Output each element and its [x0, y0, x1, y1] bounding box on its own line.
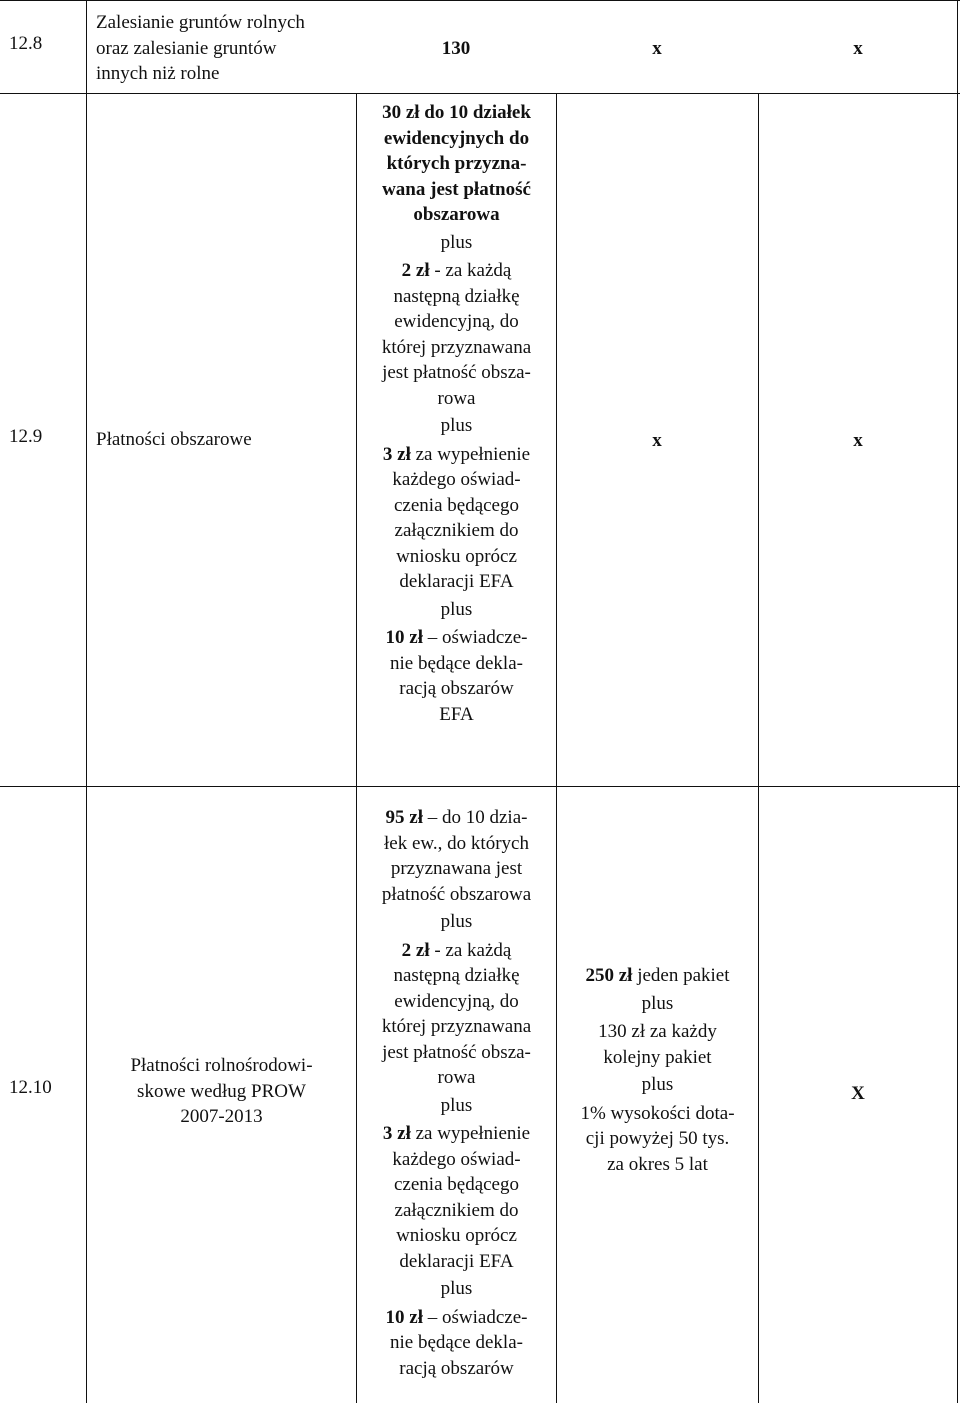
row-number-12-9: 12.9: [9, 426, 43, 447]
fee-text: 130 zł za każdy: [598, 1021, 717, 1042]
row-mark-x: x: [652, 38, 662, 59]
fee-text: czenia będącego: [394, 1174, 519, 1195]
fee-line: [357, 1223, 556, 1249]
fee-line: [557, 1126, 758, 1152]
plus-separator: plus: [440, 231, 473, 253]
row-mark-x: x: [853, 38, 863, 59]
fee-text: 1% wysokości dota-: [580, 1102, 735, 1124]
fee-line: [357, 625, 556, 651]
fee-text: każdego oświad-: [392, 469, 521, 490]
fee-line: [357, 989, 556, 1015]
fee-amount: 2 zł: [401, 260, 430, 281]
fee-text: za wypełnienie: [410, 443, 531, 465]
fee-text: załącznikiem do: [394, 520, 519, 541]
fee-line: [357, 1121, 556, 1147]
plus-separator: plus: [440, 415, 473, 436]
fee-line: [357, 1198, 556, 1224]
fee-line: [357, 126, 556, 152]
fee-line: [557, 1152, 758, 1178]
fee-amount: 2 zł: [401, 939, 430, 961]
fee-line: [357, 386, 556, 412]
col-divider-1: [86, 0, 87, 1403]
fee-line: [557, 1101, 758, 1127]
fee-text: której przyznawana: [381, 336, 532, 358]
fee-description-12-10: [357, 805, 556, 1381]
plus-separator: plus: [440, 1094, 473, 1116]
fee-text: racją obszarów: [399, 1357, 514, 1379]
fee-line: [357, 335, 556, 361]
fee-line: [357, 831, 556, 857]
table-border-top: [0, 0, 960, 1]
plus-separator: plus: [641, 1074, 674, 1095]
fee-amount: których przyzna-: [386, 153, 527, 174]
row-name-line: oraz zalesianie gruntów: [96, 37, 277, 59]
fee-line: [357, 938, 556, 964]
fee-amount: wana jest płatność: [382, 178, 531, 200]
fee-line: [357, 442, 556, 468]
fee-text: płatność obszarowa: [381, 883, 532, 905]
fee-amount: 3 zł: [382, 1123, 411, 1144]
fee-line: [357, 202, 556, 228]
row-mark-x: x: [652, 430, 662, 451]
fee-text: ewidencyjną, do: [394, 990, 519, 1012]
fee-text: jest płatność obsza-: [382, 362, 531, 383]
row-name-12-9: Płatności obszarowe: [96, 429, 252, 450]
row-name-12-10: [87, 1053, 356, 1130]
fee-line: [357, 544, 556, 570]
row-value-130: 130: [441, 38, 471, 59]
fee-text: jest płatność obsza-: [382, 1041, 531, 1063]
fee-line: [357, 1172, 556, 1198]
fee-line: [357, 1330, 556, 1356]
row-name-line: innych niż rolne: [96, 63, 220, 84]
fee-text: przyznawana jest: [390, 858, 523, 879]
fee-line: [357, 676, 556, 702]
fee-amount: ewidencyjnych do: [383, 127, 530, 149]
fee-amount: 250 zł: [585, 965, 633, 986]
row-name-line: Zalesianie gruntów rolnych: [96, 12, 305, 33]
fee-text: nie będące dekla-: [390, 1332, 523, 1353]
fee-line: [357, 1356, 556, 1382]
fee-text: wniosku oprócz: [396, 545, 517, 567]
fee-text: następną działkę: [393, 965, 520, 986]
fee-line: [357, 1305, 556, 1331]
fee-text: - za każdą: [429, 260, 512, 281]
col-divider-3: [556, 93, 557, 1403]
fee-line: [357, 360, 556, 386]
col-divider-4: [758, 93, 759, 1403]
row-mark-x: x: [853, 430, 863, 451]
fee-text: – do 10 dzia-: [422, 807, 528, 828]
fee-line: [357, 151, 556, 177]
row-number-12-8: 12.8: [9, 33, 43, 54]
row-divider-12-9: [0, 786, 960, 787]
fee-line: [557, 963, 758, 989]
fee-text: racją obszarów: [399, 678, 514, 699]
fee-line: [557, 1045, 758, 1071]
fee-amount: 3 zł: [382, 443, 411, 465]
fee-line: [357, 651, 556, 677]
fee-amount: 30 zł do 10 działek: [382, 102, 531, 123]
fee-text: następną działkę: [393, 285, 520, 307]
fee-text: cji powyżej 50 tys.: [585, 1128, 730, 1149]
fee-line: [357, 518, 556, 544]
fee-line: [357, 258, 556, 284]
package-fee-description: [557, 963, 758, 1177]
row-name-line: Płatności rolnośrodowi-: [130, 1055, 313, 1076]
fee-line: [357, 1040, 556, 1066]
fee-line: [357, 963, 556, 989]
fee-text: za okres 5 lat: [607, 1153, 708, 1175]
row-mark-x: X: [851, 1083, 865, 1104]
fee-text: czenia będącego: [394, 494, 519, 516]
fee-text: rowa: [437, 1067, 476, 1088]
fee-text: rowa: [437, 387, 476, 409]
fee-text: kolejny pakiet: [603, 1046, 712, 1068]
fee-text: deklaracji EFA: [399, 571, 514, 592]
plus-separator: plus: [440, 598, 473, 620]
plus-separator: plus: [641, 992, 674, 1014]
row-name-12-8: [96, 10, 305, 87]
fee-line: [557, 1019, 758, 1045]
fee-text: każdego oświad-: [392, 1148, 521, 1170]
fee-description-12-9: [357, 100, 556, 727]
plus-separator: plus: [440, 1278, 473, 1299]
fee-text: – oświadcze-: [423, 1306, 528, 1328]
fee-text: EFA: [439, 703, 474, 725]
plus-separator: plus: [440, 911, 473, 932]
row-number-12-10: 12.10: [9, 1077, 52, 1098]
fee-text: łek ew., do których: [384, 832, 529, 854]
fee-text: której przyznawana: [381, 1016, 532, 1037]
fee-line: [357, 284, 556, 310]
fee-amount: 95 zł: [385, 807, 423, 828]
fee-text: ewidencyjną, do: [394, 311, 519, 332]
fee-line: [357, 1147, 556, 1173]
fee-line: [357, 177, 556, 203]
row-divider-12-8: [0, 93, 960, 94]
fee-text: – oświadcze-: [423, 627, 528, 648]
fee-text: deklaracji EFA: [399, 1250, 514, 1272]
fee-line: [357, 467, 556, 493]
fee-line: [357, 1014, 556, 1040]
table-border-right: [957, 0, 958, 1403]
fee-line: [357, 493, 556, 519]
fee-amount: 10 zł: [385, 627, 423, 648]
fee-text: załącznikiem do: [394, 1199, 519, 1221]
fee-line: [357, 1249, 556, 1275]
fee-line: [357, 569, 556, 595]
fee-text: - za każdą: [429, 939, 512, 961]
fee-line: [357, 702, 556, 728]
fee-line: [357, 805, 556, 831]
row-name-line: skowe według PROW: [137, 1080, 306, 1102]
fee-line: [357, 856, 556, 882]
fee-text: wniosku oprócz: [396, 1225, 517, 1246]
fee-line: [357, 309, 556, 335]
fee-text: za wypełnienie: [410, 1123, 531, 1144]
fee-line: [357, 882, 556, 908]
fee-text: nie będące dekla-: [390, 652, 523, 674]
fee-line: [357, 1065, 556, 1091]
row-name-line: 2007-2013: [180, 1106, 263, 1127]
fee-amount: obszarowa: [413, 204, 500, 225]
fee-line: [357, 100, 556, 126]
fee-amount: 10 zł: [385, 1306, 423, 1328]
fee-text: jeden pakiet: [632, 965, 730, 986]
